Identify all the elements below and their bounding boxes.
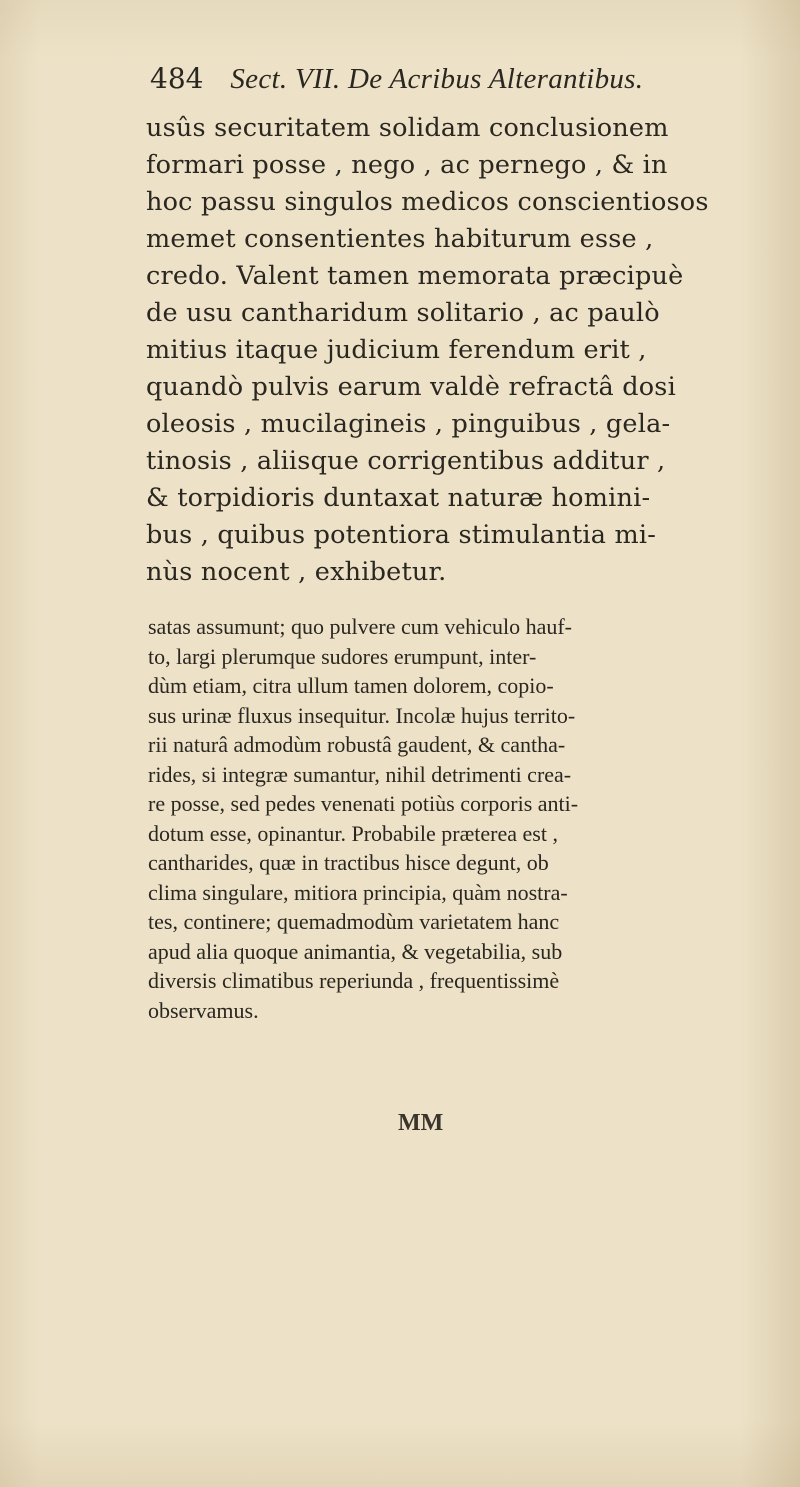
main-text-line: usûs securitatem solidam conclusionem bbox=[146, 113, 669, 143]
main-text-line: oleosis , mucilagineis , pinguibus , gela- bbox=[146, 409, 671, 439]
catchword: MM bbox=[398, 1110, 444, 1136]
footnote-line: re posse, sed pedes venenati potiùs corporis anti- bbox=[148, 791, 579, 816]
footnote-line: diversis climatibus reperiunda , frequentissimè bbox=[148, 968, 560, 993]
footnote-line: cantharides, quæ in tractibus hisce degunt, ob bbox=[148, 850, 549, 875]
running-head: Sect. VII. De Acribus Alterantibus. bbox=[230, 63, 644, 95]
page-header bbox=[150, 62, 780, 102]
main-text-line: memet consentientes habiturum esse , bbox=[146, 224, 654, 254]
footnote-block bbox=[148, 612, 778, 1025]
main-text-line: bus , quibus potentiora stimulantia mi- bbox=[146, 520, 657, 550]
footnote-line: satas assumunt; quo pulvere cum vehiculo hauf- bbox=[148, 614, 573, 639]
main-text-line: hoc passu singulos medicos conscientiosos bbox=[146, 187, 709, 217]
footnote-line: dotum esse, opinantur. Probabile præterea est , bbox=[148, 820, 558, 846]
main-text-line: & torpidioris duntaxat naturæ homini- bbox=[146, 483, 651, 513]
footnote-line: to, largi plerumque sudores erumpunt, inter- bbox=[148, 643, 537, 669]
footnote-line: tes, continere; quemadmodùm varietatem hanc bbox=[148, 909, 560, 934]
main-text-line: mitius itaque judicium ferendum erit , bbox=[146, 335, 647, 365]
page-number: 484 bbox=[150, 62, 204, 95]
main-text-line: quandò pulvis earum valdè refractâ dosi bbox=[146, 372, 676, 402]
footnote-line: observamus. bbox=[148, 997, 259, 1023]
main-text-block bbox=[146, 110, 786, 591]
main-text-line: tinosis , aliisque corrigentibus additur , bbox=[146, 446, 666, 476]
footnote-line: rides, si integræ sumantur, nihil detrimenti crea- bbox=[148, 761, 572, 787]
footnote-line: dùm etiam, citra ullum tamen dolorem, copio- bbox=[148, 673, 554, 698]
footnote-line: clima singulare, mitiora principia, quàm nostra- bbox=[148, 879, 568, 905]
main-text-line: nùs nocent , exhibetur. bbox=[146, 557, 447, 587]
main-text-line: formari posse , nego , ac pernego , & in bbox=[146, 150, 668, 180]
main-text-line: de usu cantharidum solitario , ac paulò bbox=[146, 298, 660, 328]
main-text-line: credo. Valent tamen memorata præcipuè bbox=[146, 261, 684, 291]
footnote-line: rii naturâ admodùm robustâ gaudent, & cantha- bbox=[148, 732, 566, 757]
footnote-line: sus urinæ fluxus insequitur. Incolæ hujus territo- bbox=[148, 702, 576, 728]
footnote-line: apud alia quoque animantia, & vegetabilia, sub bbox=[148, 938, 563, 964]
